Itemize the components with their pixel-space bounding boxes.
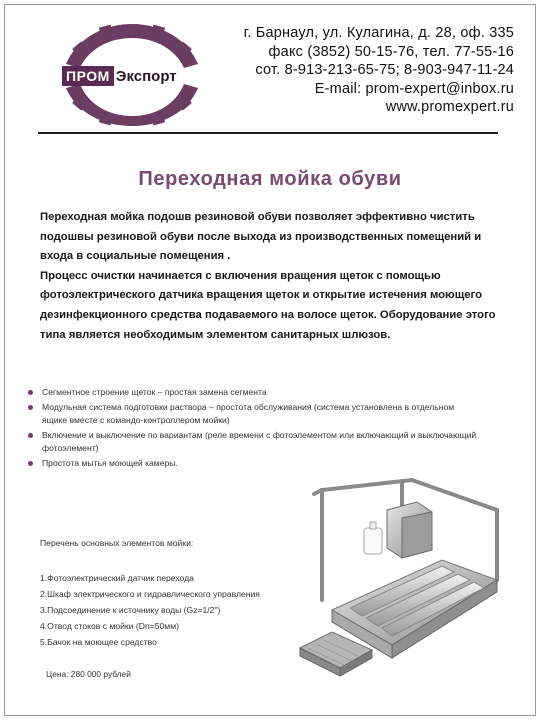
company-logo (52, 18, 212, 128)
page-title: Переходная мойка обуви (138, 168, 402, 190)
parts-list-item: 3.Подсоединение к источнику воды (Gz=1/2") (40, 605, 221, 615)
feature-list (28, 386, 478, 472)
intro-paragraph: Переходная мойка подошв резиновой обуви позволяет эффективно чистить подошвы резиновой обуви после выхода из производственных помещений и входа в социальные помещения . (40, 211, 482, 263)
bullet-icon (28, 390, 33, 395)
logo-expert-text: Экспорт (115, 67, 177, 85)
contact-website: www.promexpert.ru (385, 99, 514, 116)
contact-email: E-mail: prom-expert@inbox.ru (314, 80, 514, 97)
parts-list-item: 2.Шкаф электрического и гидравлического управления (40, 589, 260, 599)
feature-item (28, 386, 478, 399)
feature-text: Сегментное строение щеток – простая замена сегмента (42, 387, 267, 397)
parts-list-item: 1.Фотоэлектрический датчик перехода (40, 573, 194, 583)
boot-washer-illustration (292, 470, 512, 680)
contact-fax-phone: факс (3852) 50-15-76, тел. 77-55-16 (268, 43, 514, 60)
parts-list-item: 5.Бачок на моющее средство (40, 637, 157, 647)
feature-text: Включение и выключение по вариантам (реле времени с фотоэлементом или включающий и выключающий фотоэлемент) (42, 430, 477, 453)
intro-text (40, 208, 510, 345)
price-label: Цена: 280 000 рублей (46, 669, 131, 679)
parts-list-title: Перечень основных элементов мойки: (40, 538, 194, 548)
contact-block (244, 24, 514, 117)
feature-text: Модульная система подготовки раствора – простота обслуживания (система установлена в отдельном ящике вместе с командо-контроллером мойки) (42, 402, 455, 425)
feature-text: Простота мытья моющей камеры. (42, 458, 178, 468)
contact-mobile: сот. 8-913-213-65-75; 8-903-947-11-24 (255, 62, 514, 79)
logo-wordmark (62, 65, 212, 87)
intro-paragraph: Процесс очистки начинается с включения вращения щеток с помощью фотоэлектрического датчика вращения щеток и открытие истечения моющего дезинфекционного средства подаваемого на волосе щеток. Оборудование этого типа является необходимым элементом санитарных шлюзов. (40, 269, 496, 341)
feature-item (28, 401, 478, 427)
bullet-icon (28, 405, 33, 410)
bullet-icon (28, 433, 33, 438)
header-divider (38, 132, 498, 134)
feature-item (28, 429, 478, 455)
logo-prom-text: ПРОМ (62, 66, 114, 86)
contact-address: г. Барнаул, ул. Кулагина, д. 28, оф. 335 (243, 25, 514, 41)
parts-list (40, 570, 260, 650)
bullet-icon (28, 461, 33, 466)
parts-list-item: 4.Отвод стоков с мойки (Dn=50мм) (40, 621, 179, 631)
feature-item (28, 457, 478, 470)
product-photo (292, 470, 512, 680)
